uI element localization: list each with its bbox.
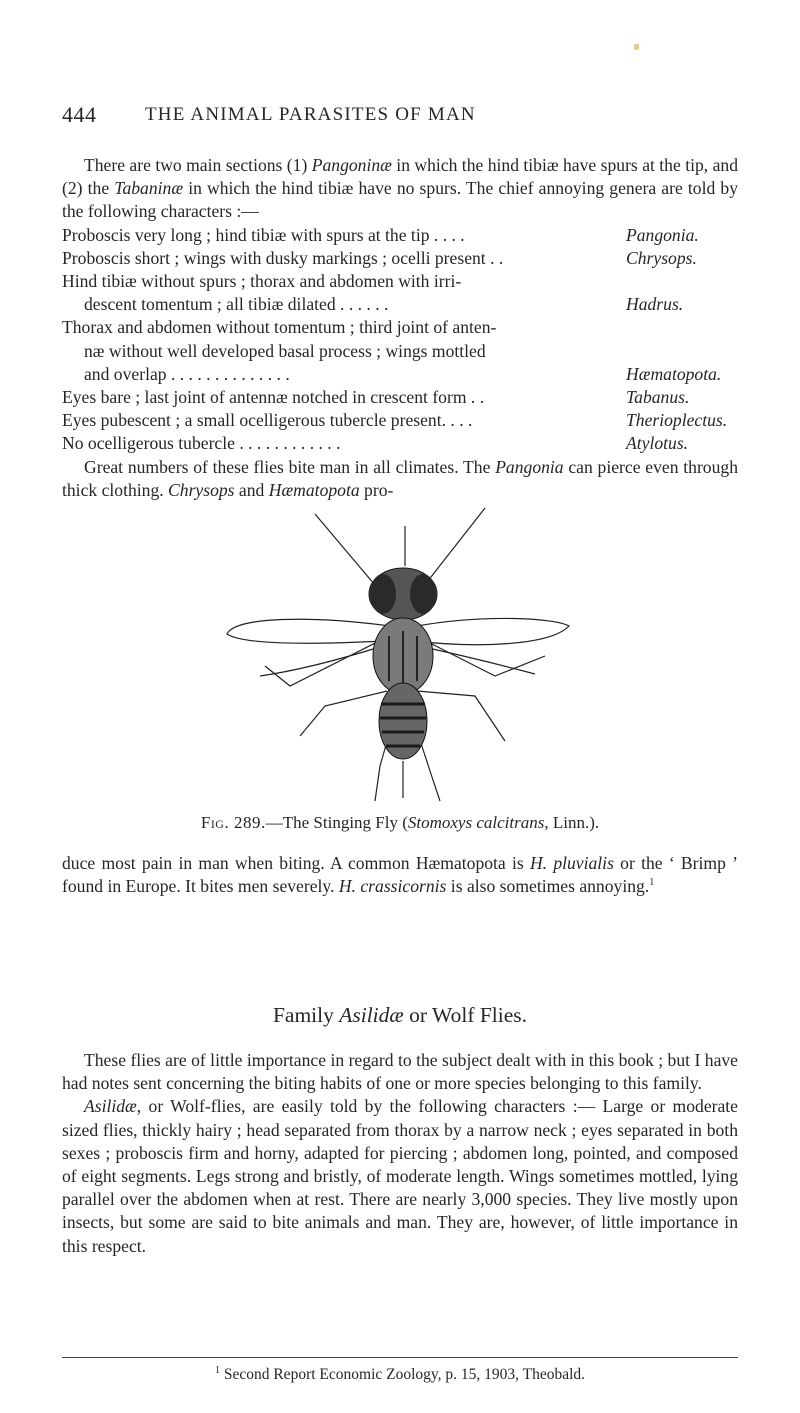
key-row: and overlap . . . . . . . . . . . . . . Hæmatopota. bbox=[84, 363, 722, 384]
key-row-line: Thorax and abdomen without tomentum ; third joint of anten- bbox=[62, 317, 497, 338]
key-row-line: næ without well developed basal process ; wings mottled bbox=[84, 340, 486, 361]
family-heading: Family Asilidæ or Wolf Flies. bbox=[272, 1003, 528, 1027]
wing-vein-left bbox=[260, 646, 383, 676]
figure-caption: Fig. 289.—The Stinging Fly (Stomoxys calcitrans, Linn.). bbox=[200, 813, 600, 832]
key-row: No ocelligerous tubercle . . . . . . . . . . . . Atylotus. bbox=[62, 433, 689, 454]
paragraph-haematopota: duce most pain in man when biting. A common Hæmatopota is H. pluvialis or the ‘ Brimp ’ found in Europe. It bites men severely. H. crassicornis is also sometimes annoying.$^1$ bbox=[62, 853, 738, 897]
key-row-line: Hind tibiæ without spurs ; thorax and abdomen with irri- bbox=[62, 271, 462, 292]
key-row: Eyes bare ; last joint of antennæ notched in crescent form . . Tabanus. bbox=[62, 387, 690, 408]
lower-text-block bbox=[62, 852, 738, 898]
key-row: Proboscis short ; wings with dusky markings ; ocelli present . . Chrysops. bbox=[62, 247, 697, 268]
mid-leg-left bbox=[300, 691, 387, 736]
wing-left bbox=[227, 619, 390, 643]
paragraph-characters: Asilidæ, or Wolf-flies, are easily told by the following characters :— Large or moderate sized flies, thickly hairy ; head separated from thorax by a narrow neck ; eyes separated in both sexes ; proboscis firm and horny, adapted for piercing ; abdomen long, pointed, and composed of eight segments. Legs strong and bristly, of moderate length. Wings sometimes mottled, lying parallel over the abdomen when at rest. There are nearly 3,000 species. They live mostly upon insects, but some are said to bite animals and man. They are, however, of little importance in this respect. bbox=[62, 1096, 738, 1256]
key-row: Proboscis very long ; hind tibiæ with spurs at the tip . . . . Pangonia. bbox=[62, 224, 699, 245]
key-row: descent tomentum ; all tibiæ dilated . . . . . . Hadrus. bbox=[84, 294, 684, 315]
asilidae-text-block bbox=[62, 1049, 738, 1258]
fly-abdomen bbox=[379, 683, 427, 759]
upper-text-block bbox=[62, 154, 738, 502]
antenna-left bbox=[315, 514, 380, 591]
footnote: $^1$ Second Report Economic Zoology, p. 15, 1903, Theobald. bbox=[214, 1364, 586, 1383]
paragraph-importance: These flies are of little importance in regard to the subject dealt with in this book ; but I have had notes sent concerning the biting habits of one or more species belonging to this family. bbox=[62, 1050, 738, 1094]
wing-right bbox=[415, 618, 569, 644]
key-row: Eyes pubescent ; a small ocelligerous tubercle present. . . . Therioplectus. bbox=[62, 410, 728, 431]
wing-vein-right bbox=[419, 646, 535, 674]
compound-eye-right bbox=[410, 574, 436, 614]
identification-key bbox=[62, 224, 738, 456]
compound-eye-left bbox=[370, 574, 396, 614]
footnote-rule bbox=[62, 1357, 738, 1358]
paragraph-climates: Great numbers of these flies bite man in all climates. The Pangonia can pierce even through thick clothing. Chrysops and Hæmatopota pro- bbox=[62, 456, 738, 500]
running-head: THE ANIMAL PARASITES OF MAN bbox=[145, 104, 476, 125]
mid-leg-right bbox=[417, 691, 505, 741]
page-header bbox=[0, 102, 800, 136]
page-number: 444 bbox=[62, 102, 97, 127]
stinging-fly-illustration bbox=[205, 506, 595, 806]
intro-paragraph: There are two main sections (1) Pangoninæ in which the hind tibiæ have spurs at the tip, and (2) the Tabaninæ in which the hind tibiæ have no spurs. The chief annoying genera are told by the following characters :— bbox=[62, 155, 738, 222]
paper-speck bbox=[634, 44, 639, 50]
